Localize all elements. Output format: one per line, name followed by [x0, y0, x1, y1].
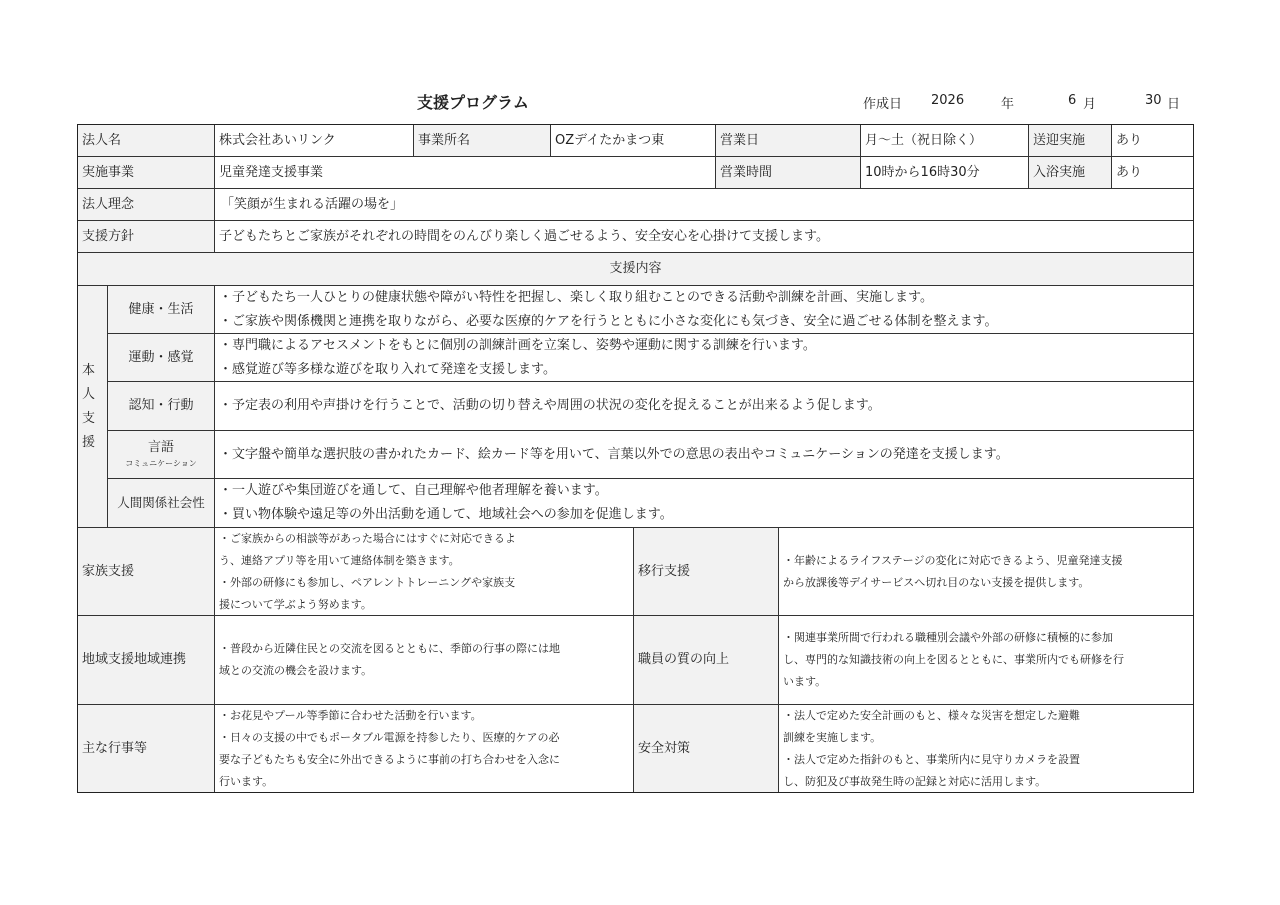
person-support-char: 本	[82, 362, 96, 378]
content-line: 域との交流の機会を設けます。	[219, 664, 373, 677]
content-line: ・買い物体験や遠足等の外出活動を通して、地域社会への参加を促進します。	[219, 507, 673, 522]
business-hours-value: 10時から16時30分	[861, 157, 1029, 189]
transition-support-label: 移行支援	[634, 528, 779, 616]
policy-label: 支援方針	[78, 221, 215, 253]
health-life-label: 健康・生活	[108, 286, 215, 334]
bath-value: あり	[1112, 157, 1193, 189]
philosophy-value: 「笑顔が生まれる活躍の場を」	[215, 189, 1193, 221]
language-label-main: 言語	[147, 439, 174, 455]
pickup-label: 送迎実施	[1029, 125, 1112, 157]
content-line: から放課後等デイサービスへ切れ目のない支援を提供します。	[783, 575, 1090, 589]
business-hours-label: 営業時間	[716, 157, 861, 189]
content-line: います。	[783, 675, 827, 688]
person-support-char: 支	[82, 410, 96, 426]
support-content-header: 支援内容	[78, 253, 1193, 286]
content-line: ・感覚遊び等多様な遊びを取り入れて発達を支援します。	[219, 361, 556, 377]
staff-quality-content	[779, 616, 1193, 705]
person-support-label	[78, 286, 108, 528]
content-line: ・関連事業所間で行われる職種別会議や外部の研修に積極的に参加	[783, 631, 1113, 644]
content-line: 要な子どもたちも安全に外出できるように事前の打ち合わせを入念に	[219, 752, 560, 766]
content-line: 援について学ぶよう努めます。	[219, 597, 372, 611]
main-events-content	[215, 705, 634, 792]
created-month: 6	[1068, 93, 1077, 108]
content-line: し、専門的な知識技術の向上を図るとともに、事業所内でも研修を行	[783, 653, 1124, 666]
content-line: ・法人で定めた指針のもと、事業所内に見守りカメラを設置	[783, 752, 1080, 766]
year-unit: 年	[1001, 97, 1015, 112]
health-life-content	[215, 286, 1193, 334]
bath-label: 入浴実施	[1029, 157, 1112, 189]
social-relations-label: 人間関係社会性	[108, 479, 215, 528]
created-year: 2026	[931, 93, 965, 108]
content-line: ・一人遊びや集団遊びを通して、自己理解や他者理解を養います。	[219, 483, 608, 498]
content-line: ・ご家族や関係機関と連携を取りながら、必要な医療的ケアを行うとともに小さな変化にも気づき、安全に過ごせる体制を整えます。	[219, 313, 998, 329]
content-line: ・専門職によるアセスメントをもとに個別の訓練計画を立案し、姿勢や運動に関する訓練を行います。	[219, 337, 816, 353]
person-support-char: 人	[82, 386, 96, 402]
policy-value: 子どもたちとご家族がそれぞれの時間をのんびり楽しく過ごせるよう、安全安心を心掛けて支援します。	[215, 221, 1193, 253]
created-date-label: 作成日	[863, 97, 903, 112]
content-line: う、連絡アプリ等を用いて連絡体制を築きます。	[219, 553, 460, 567]
content-line: ・予定表の利用や声掛けを行うことで、活動の切り替えや周囲の状況の変化を捉えることが出来るよう促します。	[219, 398, 881, 413]
content-line: ・子どもたち一人ひとりの健康状態や障がい特性を把握し、楽しく取り組むことのできる活動や訓練を計画、実施します。	[219, 289, 933, 305]
support-program-table	[77, 124, 1194, 793]
business-days-value: 月～土（祝日除く）	[861, 125, 1029, 157]
content-line: ・法人で定めた安全計画のもと、様々な災害を想定した避難	[783, 708, 1080, 722]
social-relations-content	[215, 479, 1193, 528]
corp-name-value: 株式会社あいリンク	[215, 125, 414, 157]
content-line: ・年齢によるライフステージの変化に対応できるよう、児童発達支援	[783, 553, 1123, 567]
office-name-label: 事業所名	[414, 125, 551, 157]
cognition-behavior-label: 認知・行動	[108, 382, 215, 431]
safety-measures-label: 安全対策	[634, 705, 779, 792]
content-line: ・日々の支援の中でもポータブル電源を持参したり、医療的ケアの必	[219, 730, 560, 744]
business-days-label: 営業日	[716, 125, 861, 157]
content-line: し、防犯及び事故発生時の記録と対応に活用します。	[783, 774, 1047, 788]
created-day: 30	[1145, 93, 1162, 108]
content-line: ・文字盤や簡単な選択肢の書かれたカード、絵カード等を用いて、言葉以外での意思の表出やコミュニケーションの発達を支援します。	[219, 446, 1009, 462]
philosophy-label: 法人理念	[78, 189, 215, 221]
content-line: ・ご家族からの相談等があった場合にはすぐに対応できるよ	[219, 531, 516, 545]
language-content	[215, 431, 1193, 479]
day-unit: 日	[1167, 97, 1181, 112]
language-label-sub: コミュニケーション	[125, 458, 197, 468]
month-unit: 月	[1083, 97, 1097, 112]
content-line: 行います。	[219, 774, 274, 788]
person-support-char: 援	[82, 434, 96, 450]
language-label	[108, 431, 215, 479]
content-line: 訓練を実施します。	[783, 730, 882, 744]
corp-name-label: 法人名	[78, 125, 215, 157]
transition-support-content	[779, 528, 1193, 616]
pickup-value: あり	[1112, 125, 1193, 157]
main-events-label: 主な行事等	[78, 705, 215, 792]
cognition-behavior-content	[215, 382, 1193, 431]
service-value: 児童発達支援事業	[215, 157, 716, 189]
staff-quality-label: 職員の質の向上	[634, 616, 779, 705]
community-support-label: 地域支援地域連携	[78, 616, 215, 705]
family-support-content	[215, 528, 634, 616]
content-line: ・普段から近隣住民との交流を図るとともに、季節の行事の際には地	[219, 642, 560, 655]
motor-sensory-label: 運動・感覚	[108, 334, 215, 382]
service-label: 実施事業	[78, 157, 215, 189]
office-name-value: OZデイたかまつ東	[551, 125, 716, 157]
family-support-label: 家族支援	[78, 528, 215, 616]
document-title: 支援プログラム	[417, 93, 529, 112]
content-line: ・お花見やプール等季節に合わせた活動を行います。	[219, 708, 482, 722]
safety-measures-content	[779, 705, 1193, 792]
community-support-content	[215, 616, 634, 705]
motor-sensory-content	[215, 334, 1193, 382]
content-line: ・外部の研修にも参加し、ペアレントトレーニングや家族支	[219, 575, 516, 589]
